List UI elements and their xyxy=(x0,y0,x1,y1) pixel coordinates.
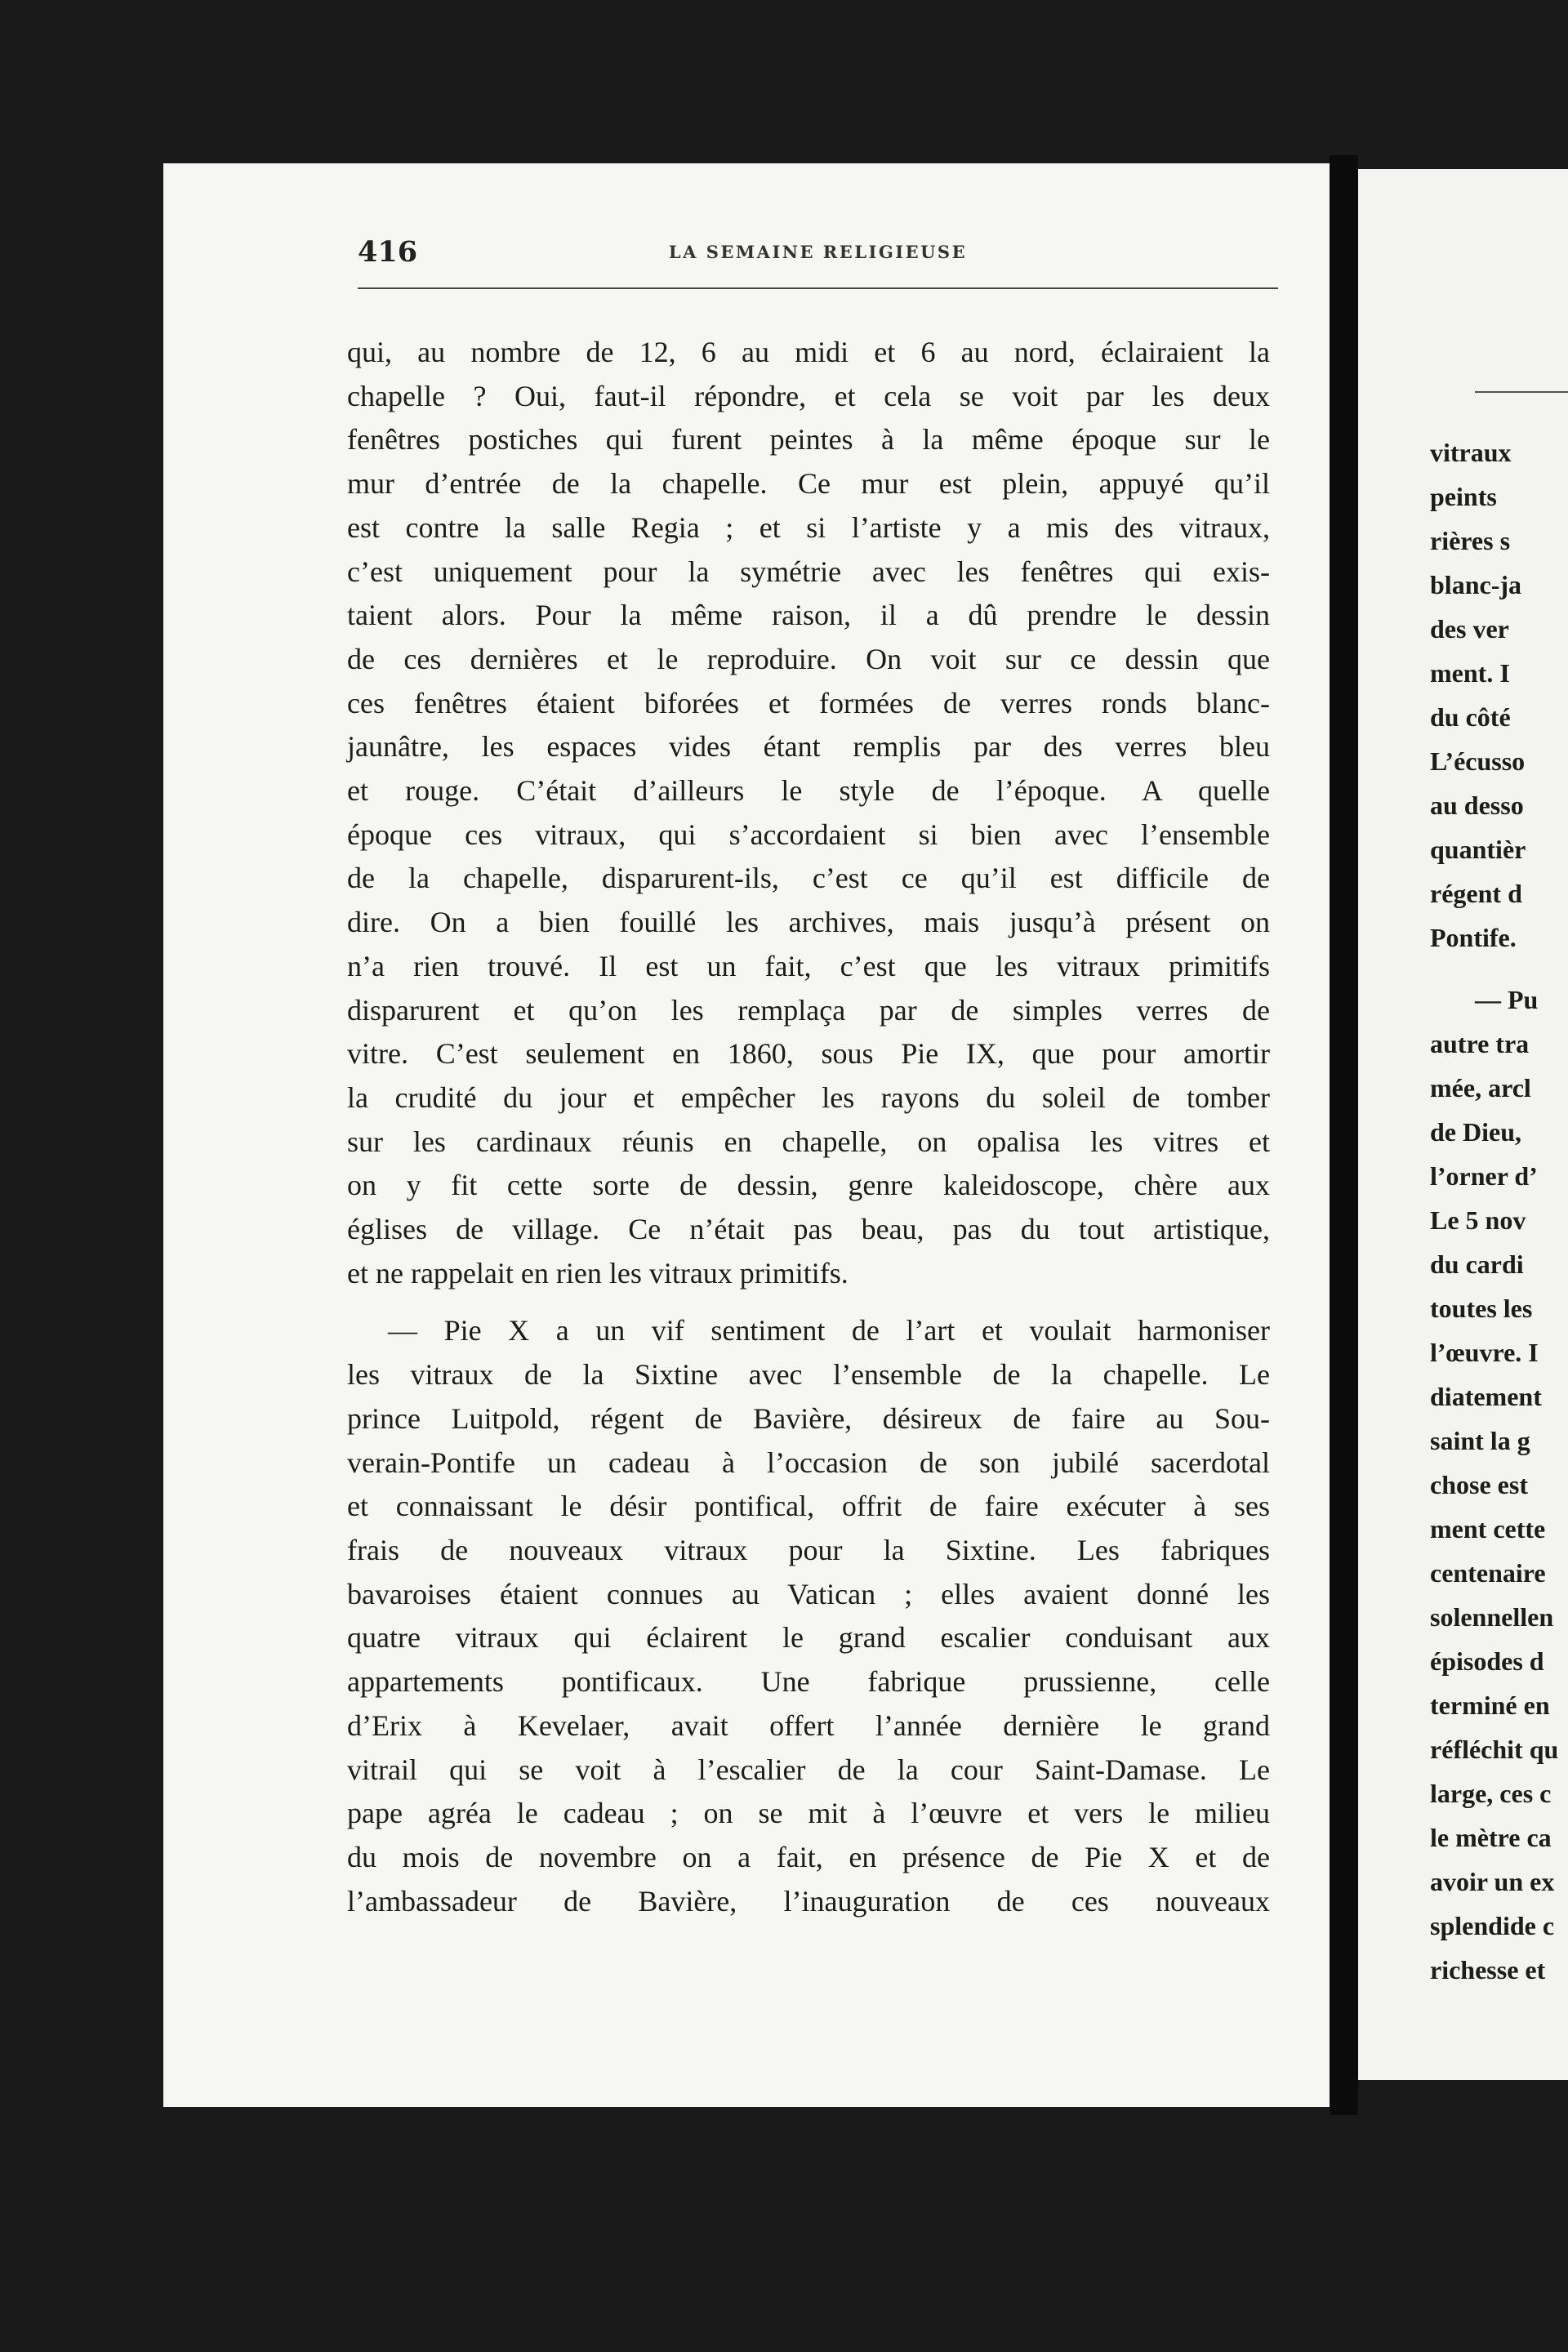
text-line: mur d’entrée de la chapelle. Ce mur est plein, appuyé qu’il xyxy=(347,467,1270,501)
text-line: on y fit cette sorte de dessin, genre kaleidoscope, chère aux xyxy=(347,1169,1270,1202)
text-line: est contre la salle Regia ; et si l’artiste y a mis des vitraux, xyxy=(347,510,1270,544)
text-line: n’a rien trouvé. Il est un fait, c’est que les vitraux primitifs xyxy=(347,949,1270,982)
text-line-fragment: Le 5 nov xyxy=(1430,1205,1526,1235)
text-line: jaunâtre, les espaces vides étant remplis par des verres bleu xyxy=(347,730,1270,764)
text-line-fragment: peints xyxy=(1430,482,1497,511)
text-line: fenêtres postiches qui furent peintes à la même époque sur le xyxy=(347,423,1270,457)
text-line-fragment: des ver xyxy=(1430,614,1509,644)
text-line-fragment: — Pu xyxy=(1475,985,1539,1014)
text-line-fragment: l’orner d’ xyxy=(1430,1161,1538,1191)
text-line-fragment: chose est xyxy=(1430,1470,1528,1499)
text-line: prince Luitpold, régent de Bavière, désireux de faire au Sou- xyxy=(347,1401,1270,1435)
text-line: pape agréa le cadeau ; on se mit à l’œuvre et vers le milieu xyxy=(347,1797,1270,1830)
text-line: disparurent et qu’on les remplaça par de simples verres de xyxy=(347,993,1270,1027)
text-line: de la chapelle, disparurent-ils, c’est ce qu’il est difficile de xyxy=(347,862,1270,895)
text-line-fragment: vitraux xyxy=(1430,438,1512,467)
text-line: les vitraux de la Sixtine avec l’ensemble de la chapelle. Le xyxy=(347,1358,1270,1392)
text-line-fragment: Pontife. xyxy=(1430,923,1517,952)
text-line-fragment: solennellen xyxy=(1430,1602,1554,1632)
text-line-fragment: autre tra xyxy=(1430,1029,1530,1058)
text-line: d’Erix à Kevelaer, avait offert l’année dernière le grand xyxy=(347,1708,1270,1742)
text-line-fragment: splendide c xyxy=(1430,1911,1555,1940)
text-line: ces fenêtres étaient biforées et formées de verres ronds blanc- xyxy=(347,686,1270,719)
text-line-fragment: épisodes d xyxy=(1430,1646,1544,1676)
text-line-fragment: richesse et xyxy=(1430,1955,1546,1984)
text-line-fragment: du cardi xyxy=(1430,1250,1524,1279)
text-line: de ces dernières et le reproduire. On voit sur ce dessin que xyxy=(347,642,1270,675)
text-line-fragment: diatement xyxy=(1430,1382,1542,1411)
text-line: églises de village. Ce n’était pas beau, pas du tout artistique, xyxy=(347,1213,1270,1246)
text-line-fragment: blanc-ja xyxy=(1430,570,1521,599)
text-line: appartements pontificaux. Une fabrique prussienne, celle xyxy=(347,1665,1270,1699)
text-line: et connaissant le désir pontifical, offrit de faire exécuter à ses xyxy=(347,1490,1270,1523)
header-rule xyxy=(358,287,1278,289)
text-line: qui, au nombre de 12, 6 au midi et 6 au nord, éclairaient la xyxy=(347,336,1270,368)
text-line-fragment: saint la g xyxy=(1430,1426,1530,1455)
text-line-fragment: terminé en xyxy=(1430,1690,1550,1720)
text-line-fragment: au desso xyxy=(1430,791,1524,820)
left-page xyxy=(163,163,1330,2107)
text-line-fragment: centenaire xyxy=(1430,1558,1546,1588)
text-line-fragment: quantièr xyxy=(1430,835,1526,864)
text-line-fragment: réfléchit qu xyxy=(1430,1735,1559,1764)
text-line-fragment: mée, arcl xyxy=(1430,1073,1531,1102)
text-line: verain-Pontife un cadeau à l’occasion de son jubilé sacerdotal xyxy=(347,1446,1270,1479)
text-line-fragment: large, ces c xyxy=(1430,1779,1552,1808)
header-rule-right xyxy=(1475,391,1568,393)
right-page-text xyxy=(1430,430,1558,1992)
body-text xyxy=(347,331,1270,1923)
text-line-fragment: rières s xyxy=(1430,526,1511,555)
text-line: vitre. C’est seulement en 1860, sous Pie IX, que pour amortir xyxy=(347,1037,1270,1071)
text-line-fragment: du côté xyxy=(1430,702,1511,732)
text-line-fragment: régent d xyxy=(1430,879,1522,908)
text-line-fragment: l’œuvre. I xyxy=(1430,1338,1539,1367)
text-line: la crudité du jour et empêcher les rayons du soleil de tomber xyxy=(347,1080,1270,1114)
text-line-fragment: le mètre ca xyxy=(1430,1823,1552,1852)
page-number: 416 xyxy=(358,235,418,269)
text-line: l’ambassadeur de Bavière, l’inauguration de ces nouveaux xyxy=(347,1884,1270,1918)
text-line: vitrail qui se voit à l’escalier de la cour Saint-Damase. Le xyxy=(347,1753,1270,1786)
text-line: taient alors. Pour la même raison, il a dû prendre le dessin xyxy=(347,599,1270,632)
text-line: et ne rappelait en rien les vitraux primitifs. xyxy=(347,1256,849,1290)
text-line: frais de nouveaux vitraux pour la Sixtine. Les fabriques xyxy=(347,1533,1270,1566)
text-line: c’est uniquement pour la symétrie avec les fenêtres qui exis- xyxy=(347,555,1270,588)
text-line: — Pie X a un vif sentiment de l’art et voulait harmoniser xyxy=(388,1314,1270,1348)
book-gutter xyxy=(1330,155,1358,2115)
text-line-fragment: toutes les xyxy=(1430,1294,1533,1323)
text-line-fragment: L’écusso xyxy=(1430,746,1526,776)
page-header xyxy=(358,235,1278,284)
running-head: LA SEMAINE RELIGIEUSE xyxy=(668,242,968,262)
text-line-fragment: avoir un ex xyxy=(1430,1867,1555,1896)
text-line: dire. On a bien fouillé les archives, mais jusqu’à présent on xyxy=(347,906,1270,939)
text-line: époque ces vitraux, qui s’accordaient si bien avec l’ensemble xyxy=(347,817,1270,851)
text-line: sur les cardinaux réunis en chapelle, on opalisa les vitres et xyxy=(347,1125,1270,1158)
text-line-fragment: ment. I xyxy=(1430,658,1510,688)
text-line-fragment: ment cette xyxy=(1430,1514,1546,1544)
text-line: quatre vitraux qui éclairent le grand escalier conduisant aux xyxy=(347,1621,1270,1655)
text-line: chapelle ? Oui, faut-il répondre, et cela se voit par les deux xyxy=(347,379,1270,412)
text-line: du mois de novembre on a fait, en présence de Pie X et de xyxy=(347,1840,1270,1873)
right-page-fragment xyxy=(1358,169,1568,2080)
text-line: et rouge. C’était d’ailleurs le style de l’époque. A quelle xyxy=(347,774,1270,808)
text-line: bavaroises étaient connues au Vatican ; elles avaient donné les xyxy=(347,1577,1270,1610)
text-line-fragment: de Dieu, xyxy=(1430,1117,1521,1147)
